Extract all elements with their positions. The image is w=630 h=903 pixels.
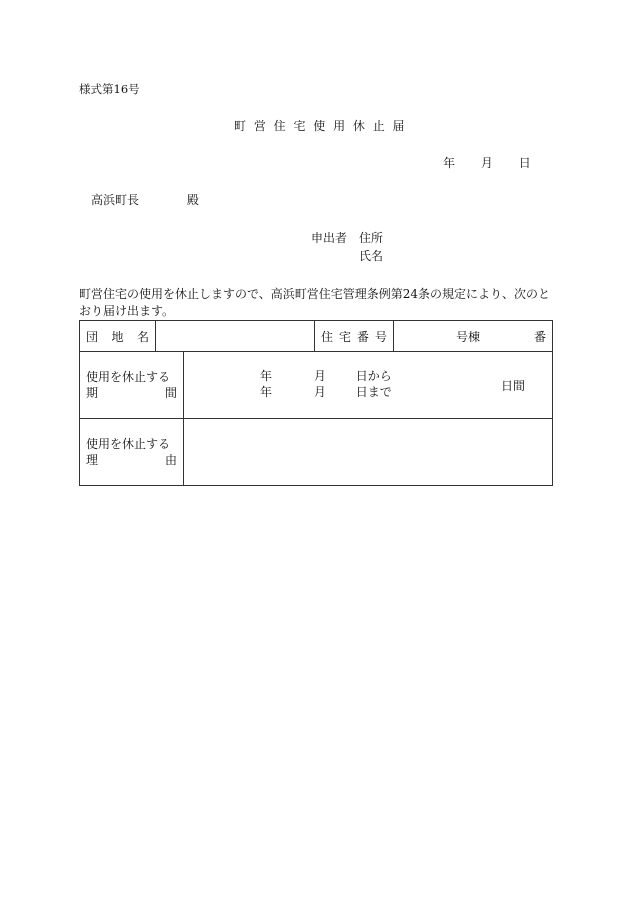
table-row-period <box>80 352 553 419</box>
date-line <box>443 156 531 170</box>
house-number-label: 住 宅 番 号 <box>315 321 394 352</box>
applicant-name-label: 氏名 <box>359 249 384 263</box>
addressee <box>91 193 199 207</box>
document-title: 町 営 住 宅 使 用 休 止 届 <box>234 119 407 133</box>
period-field[interactable] <box>184 352 553 419</box>
applicant-address-label: 住所 <box>359 231 384 245</box>
reason-label: 使用を休止する 理 由 <box>80 419 184 486</box>
form-number: 様式第16号 <box>79 82 140 96</box>
body-text: 町営住宅の使用を休止しますので、高浜町営住宅管理条例第24条の規定により、次のとおり届け出ます。 <box>79 287 551 318</box>
building-number-suffix: 号棟 <box>455 329 480 344</box>
complex-name-label: 団 地 名 <box>80 321 156 352</box>
period-from: 年 月 日から <box>260 369 392 383</box>
applicant-label: 申出者 <box>311 231 348 245</box>
table-row-complex <box>80 321 553 352</box>
house-number-field[interactable] <box>394 321 553 352</box>
period-days-label: 日間 <box>501 379 526 393</box>
table-row-reason <box>80 419 553 486</box>
reason-field[interactable] <box>184 419 553 486</box>
unit-number-suffix: 番 <box>533 329 546 344</box>
complex-name-field[interactable] <box>156 321 315 352</box>
addressee-honorific: 殿 <box>186 193 199 207</box>
addressee-name: 高浜町長 <box>91 193 140 207</box>
application-table <box>79 320 553 486</box>
date-year-label: 年 <box>443 156 456 170</box>
date-month-label: 月 <box>480 156 493 170</box>
date-day-label: 日 <box>518 156 531 170</box>
period-label: 使用を休止する 期 間 <box>80 352 184 419</box>
period-to: 年 月 日まで <box>260 385 392 399</box>
